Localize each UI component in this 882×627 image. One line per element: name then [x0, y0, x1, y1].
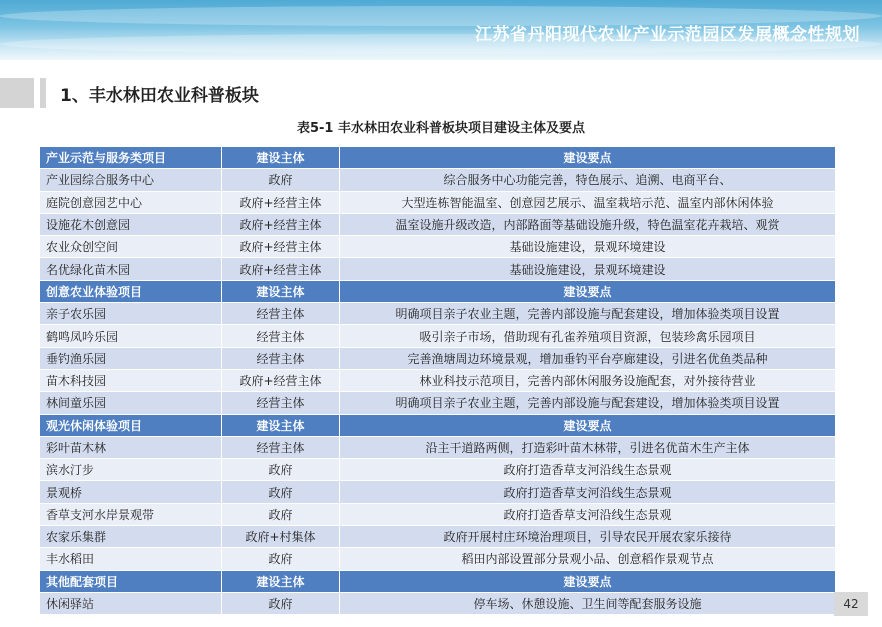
project-name-cell: 香草支河水岸景观带: [40, 504, 222, 526]
entity-cell: 政府+经营主体: [222, 214, 340, 236]
table-row: [40, 593, 836, 615]
header-entity-cell: 建设主体: [222, 415, 340, 437]
header-points-cell: 建设要点: [340, 281, 836, 303]
entity-cell: 经营主体: [222, 325, 340, 347]
key-points-cell: 基础设施建设，景观环境建设: [340, 258, 836, 280]
table-group-header: [40, 147, 836, 169]
project-name-cell: 滨水汀步: [40, 459, 222, 481]
entity-cell: 政府: [222, 593, 340, 615]
table-group-header: [40, 415, 836, 437]
header-points-cell: 建设要点: [340, 415, 836, 437]
entity-cell: 经营主体: [222, 392, 340, 414]
table-row: [40, 214, 836, 236]
header-points-cell: 建设要点: [340, 147, 836, 169]
project-name-cell: 农业众创空间: [40, 236, 222, 258]
group-title-cell: 观光休闲体验项目: [40, 415, 222, 437]
table-row: [40, 459, 836, 481]
key-points-cell: 温室设施升级改造，内部路面等基础设施升级，特色温室花卉栽培、观赏: [340, 214, 836, 236]
key-points-cell: 停车场、休憩设施、卫生间等配套服务设施: [340, 593, 836, 615]
project-name-cell: 林间童乐园: [40, 392, 222, 414]
project-name-cell: 垂钓渔乐园: [40, 348, 222, 370]
entity-cell: 经营主体: [222, 303, 340, 325]
header-banner: [0, 0, 882, 60]
key-points-cell: 政府打造香草支河沿线生态景观: [340, 504, 836, 526]
table-row: [40, 526, 836, 548]
project-name-cell: 名优绿化苗木园: [40, 258, 222, 280]
table-row: [40, 236, 836, 258]
key-points-cell: 政府打造香草支河沿线生态景观: [340, 459, 836, 481]
entity-cell: 政府: [222, 504, 340, 526]
entity-cell: 经营主体: [222, 437, 340, 459]
table-row: [40, 548, 836, 570]
project-table: [40, 147, 836, 615]
key-points-cell: 基础设施建设，景观环境建设: [340, 236, 836, 258]
project-name-cell: 鹤鸣凤吟乐园: [40, 325, 222, 347]
document-title: 江苏省丹阳现代农业产业示范园区发展概念性规划: [475, 25, 860, 45]
project-name-cell: 苗木科技园: [40, 370, 222, 392]
table-row: [40, 370, 836, 392]
table-row: [40, 437, 836, 459]
entity-cell: 经营主体: [222, 348, 340, 370]
group-title-cell: 产业示范与服务类项目: [40, 147, 222, 169]
table-row: [40, 481, 836, 503]
entity-cell: 政府+经营主体: [222, 258, 340, 280]
key-points-cell: 明确项目亲子农业主题，完善内部设施与配套建设，增加体验类项目设置: [340, 303, 836, 325]
key-points-cell: 政府打造香草支河沿线生态景观: [340, 481, 836, 503]
header-points-cell: 建设要点: [340, 571, 836, 593]
page-number: 42: [834, 592, 868, 616]
key-points-cell: 沿主干道路两侧，打造彩叶苗木林带，引进名优苗木生产主体: [340, 437, 836, 459]
key-points-cell: 完善渔塘周边环境景观，增加垂钓平台亭廊建设，引进名优鱼类品种: [340, 348, 836, 370]
entity-cell: 政府+村集体: [222, 526, 340, 548]
table-row: [40, 192, 836, 214]
key-points-cell: 稻田内部设置部分景观小品、创意稻作景观节点: [340, 548, 836, 570]
table-row: [40, 258, 836, 280]
table-row: [40, 392, 836, 414]
key-points-cell: 政府开展村庄环境治理项目，引导农民开展农家乐接待: [340, 526, 836, 548]
entity-cell: 政府: [222, 481, 340, 503]
group-title-cell: 创意农业体验项目: [40, 281, 222, 303]
table-row: [40, 504, 836, 526]
entity-cell: 政府: [222, 169, 340, 191]
project-name-cell: 产业园综合服务中心: [40, 169, 222, 191]
project-name-cell: 设施花木创意园: [40, 214, 222, 236]
entity-cell: 政府+经营主体: [222, 236, 340, 258]
key-points-cell: 明确项目亲子农业主题，完善内部设施与配套建设，增加体验类项目设置: [340, 392, 836, 414]
table-row: [40, 325, 836, 347]
key-points-cell: 林业科技示范项目，完善内部休闲服务设施配套，对外接待营业: [340, 370, 836, 392]
entity-cell: 政府+经营主体: [222, 192, 340, 214]
key-points-cell: 综合服务中心功能完善，特色展示、追溯、电商平台、: [340, 169, 836, 191]
header-entity-cell: 建设主体: [222, 147, 340, 169]
table-row: [40, 169, 836, 191]
project-name-cell: 庭院创意园艺中心: [40, 192, 222, 214]
project-name-cell: 休闲驿站: [40, 593, 222, 615]
project-name-cell: 农家乐集群: [40, 526, 222, 548]
entity-cell: 政府: [222, 548, 340, 570]
header-entity-cell: 建设主体: [222, 281, 340, 303]
entity-cell: 政府+经营主体: [222, 370, 340, 392]
header-entity-cell: 建设主体: [222, 571, 340, 593]
section-marker-stripe: [40, 78, 46, 108]
project-name-cell: 景观桥: [40, 481, 222, 503]
table-group-header: [40, 281, 836, 303]
table-group-header: [40, 571, 836, 593]
group-title-cell: 其他配套项目: [40, 571, 222, 593]
project-name-cell: 彩叶苗木林: [40, 437, 222, 459]
project-name-cell: 亲子农乐园: [40, 303, 222, 325]
table-row: [40, 303, 836, 325]
project-name-cell: 丰水稻田: [40, 548, 222, 570]
section-title: 1、丰水林田农业科普板块: [60, 86, 259, 106]
key-points-cell: 吸引亲子市场，借助现有孔雀养殖项目资源，包装珍禽乐园项目: [340, 325, 836, 347]
section-marker: [0, 78, 34, 108]
table-caption: 表5-1 丰水林田农业科普板块项目建设主体及要点: [296, 121, 585, 136]
table-row: [40, 348, 836, 370]
entity-cell: 政府: [222, 459, 340, 481]
key-points-cell: 大型连栋智能温室、创意园艺展示、温室栽培示范、温室内部休闲体验: [340, 192, 836, 214]
